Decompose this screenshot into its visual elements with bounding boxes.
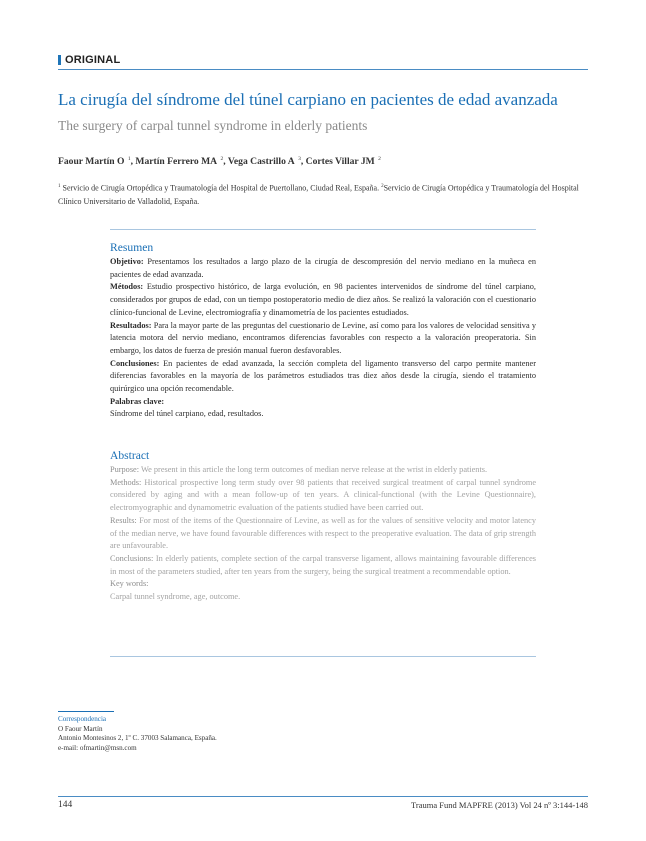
objetivo-text: Presentamos los resultados a largo plazo de la cirugía de descompresión del nervio mediano en la muñeca en pacientes de edad avanzada. bbox=[110, 257, 537, 279]
metodos-text: Estudio prospectivo histórico, de larga evolución, en 98 pacientes intervenidos de síndrome del túnel carpiano, considerados por grupos de edad, con un tiempo postoperatorio medio de diez años. Se realizó la valoración con el cuestionario clínico-funcional de Levine, electromiografía y dinamometría de los pacientes estudiados. bbox=[110, 282, 537, 317]
author-list: Faour Martín O $^1$, Martín Ferrero MA $^2$, Vega Castrillo A $^3$, Cortes Villar JM $^2$ bbox=[58, 156, 381, 168]
abstract-keywords-label bbox=[110, 578, 536, 591]
objetivo-label: Objetivo: bbox=[110, 257, 144, 266]
methods-text: Historical prospective long term study over 98 patients that received surgical treatment of carpal tunnel syndrome considered by aging and with a mean follow-up of ten years. A clinical-functional (with the Levine Questionnaire), electromyographic and dynamometric evaluation of the patients studied have been carried out. bbox=[110, 477, 537, 513]
abstract-heading: Abstract bbox=[110, 449, 150, 462]
header-rule bbox=[58, 69, 588, 70]
purpose-label: Purpose: bbox=[110, 465, 140, 474]
section-marker bbox=[58, 55, 61, 65]
methods-label: Methods: bbox=[110, 477, 142, 487]
correspondence-address: Antonio Montesinos 2, 1º C. 37003 Salamanca, España. bbox=[58, 734, 217, 743]
footer-rule bbox=[58, 796, 588, 797]
author-affiliation-mark: 2 bbox=[220, 156, 224, 162]
conclusions-text: In elderly patients, complete section of the carpal transverse ligament, allows maintaining favourable differences in most of the parameters studied, after ten years from the surgery, being the surgical treatment a recommendable option. bbox=[110, 553, 536, 576]
author-affiliation-mark: 1 bbox=[127, 156, 131, 162]
key-words-label: Key words: bbox=[110, 579, 149, 589]
abstract-results bbox=[110, 515, 536, 553]
abstract-methods bbox=[110, 477, 536, 515]
affiliation-mark: 1 bbox=[58, 184, 61, 189]
section-label-text: ORIGINAL bbox=[65, 54, 121, 66]
results-text: For most of the items of the Questionnaire of Levine, as well as for the values of sensitive velocity and motor latency of the median nerve, we have found favourable differences with respect to the preoperative evaluation. The data of grip strength are unfavourable. bbox=[110, 515, 537, 551]
purpose-text: We present in this article the long term outcomes of median nerve release at the wrist in elderly patients. bbox=[140, 465, 488, 474]
author-name: Martín Ferrero MA bbox=[135, 156, 218, 168]
correspondence-title: Correspondencia bbox=[58, 715, 107, 723]
abstract-conclusions bbox=[110, 553, 536, 578]
affiliation-mark: 2 bbox=[381, 184, 384, 189]
abstract-keywords: Carpal tunnel syndrome, age, outcome. bbox=[110, 592, 241, 602]
abstract-section bbox=[110, 449, 536, 604]
resumen-resultados bbox=[110, 320, 536, 358]
resultados-text: Para la mayor parte de las preguntas del cuestionario de Levine, así como para los valores de velocidad sensitiva y latencia motora del nervio mediano, encontramos diferencias favorables con respecto a la valoración preoperatoria. Sin embargo, los datos de fuerza de presión manual fueron desfavorables. bbox=[110, 320, 536, 355]
results-label: Results: bbox=[110, 515, 137, 525]
conclusiones-text: En pacientes de edad avanzada, la sección completa del ligamento transverso del carpo permite mantener diferencias favorables en la mayoría de los parámetros estudiados tras diez años desde la cirugía, siendo el tratamiento quirúrgico una opción recomendable. bbox=[110, 358, 536, 394]
author-name: Cortes Villar JM bbox=[305, 156, 375, 168]
resumen-keywords: Síndrome del túnel carpiano, edad, resultados. bbox=[110, 409, 264, 419]
page-number: 144 bbox=[58, 800, 73, 810]
conclusions-label: Conclusions: bbox=[110, 553, 154, 563]
conclusiones-label: Conclusiones: bbox=[110, 358, 160, 368]
resumen-heading: Resumen bbox=[110, 241, 154, 254]
affiliation-1: Servicio de Cirugía Ortopédica y Traumatología del Hospital de Puertollano, Ciudad Real, España. bbox=[62, 183, 380, 193]
correspondence-email: e-mail: ofmartin@msn.com bbox=[58, 743, 137, 752]
resultados-label: Resultados: bbox=[110, 320, 152, 330]
metodos-label: Métodos: bbox=[110, 282, 144, 292]
resumen-conclusiones bbox=[110, 358, 536, 396]
author-affiliation-mark: 2 bbox=[378, 156, 381, 162]
affiliation-2: Servicio de Cirugía Ortopédica y Traumatología del Hospital Clínico Universitario de Valladolid, España. bbox=[58, 183, 579, 206]
author-name: Faour Martín O bbox=[58, 156, 125, 168]
affiliations bbox=[58, 180, 593, 208]
abstract-bottom-rule bbox=[110, 656, 536, 657]
correspondence-block bbox=[58, 715, 217, 753]
author-name: Vega Castrillo A bbox=[227, 156, 295, 168]
resumen-keywords-label bbox=[110, 396, 536, 409]
resumen-section bbox=[110, 241, 536, 421]
correspondence-name: O Faour Martín bbox=[58, 724, 103, 733]
section-label bbox=[58, 54, 120, 66]
correspondence-rule bbox=[58, 711, 114, 712]
abstract-top-rule bbox=[110, 229, 536, 230]
journal-citation: Trauma Fund MAPFRE (2013) Vol 24 nº 3:144-148 bbox=[411, 800, 588, 810]
author-affiliation-mark: 3 bbox=[298, 156, 301, 162]
resumen-objetivo bbox=[110, 256, 536, 281]
abstract-purpose bbox=[110, 464, 536, 477]
palabras-clave-label: Palabras clave: bbox=[110, 396, 165, 406]
article-title-spanish: La cirugía del síndrome del túnel carpiano en pacientes de edad avanzada bbox=[58, 90, 558, 109]
article-title-english: The surgery of carpal tunnel syndrome in elderly patients bbox=[58, 118, 368, 133]
resumen-metodos bbox=[110, 281, 536, 319]
